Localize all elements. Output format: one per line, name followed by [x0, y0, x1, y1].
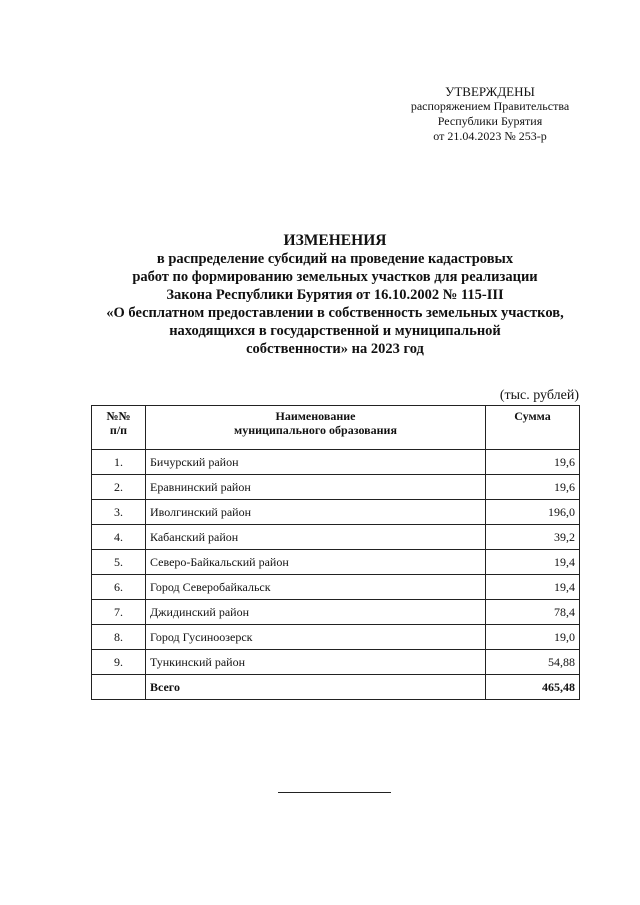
table-total-row	[92, 675, 580, 700]
total-label: Всего	[146, 675, 486, 700]
table-row	[92, 550, 580, 575]
header-sum: Сумма	[486, 406, 580, 450]
row-number: 8.	[92, 625, 146, 650]
row-name: Еравнинский район	[146, 475, 486, 500]
table-row	[92, 650, 580, 675]
row-name: Северо-Байкальский район	[146, 550, 486, 575]
table-row	[92, 525, 580, 550]
row-sum: 196,0	[486, 500, 580, 525]
subsidy-table	[91, 405, 580, 700]
table-header-row	[92, 406, 580, 450]
row-name: Город Гусиноозерск	[146, 625, 486, 650]
row-sum: 54,88	[486, 650, 580, 675]
total-number-cell	[92, 675, 146, 700]
row-number: 7.	[92, 600, 146, 625]
approval-stamp	[380, 84, 600, 144]
row-number: 5.	[92, 550, 146, 575]
row-name: Тункинский район	[146, 650, 486, 675]
header-number	[92, 406, 146, 450]
title-line-2: работ по формированию земельных участков для реализации	[132, 269, 538, 285]
table-row	[92, 475, 580, 500]
approval-heading: УТВЕРЖДЕНЫ	[445, 84, 535, 99]
row-sum: 19,4	[486, 575, 580, 600]
row-number: 6.	[92, 575, 146, 600]
header-number-line-1: №№	[106, 409, 131, 423]
table-row	[92, 575, 580, 600]
end-divider	[278, 792, 391, 793]
row-sum: 39,2	[486, 525, 580, 550]
title-line-3: Закона Республики Бурятия от 16.10.2002 № 115-III	[166, 287, 504, 303]
total-sum: 465,48	[486, 675, 580, 700]
row-number: 1.	[92, 450, 146, 475]
row-name: Джидинский район	[146, 600, 486, 625]
title-line-4: «О бесплатном предоставлении в собственность земельных участков,	[106, 305, 564, 321]
title-main: ИЗМЕНЕНИЯ	[283, 232, 387, 249]
row-name: Бичурский район	[146, 450, 486, 475]
table-row	[92, 450, 580, 475]
row-name: Город Северобайкальск	[146, 575, 486, 600]
row-sum: 19,6	[486, 450, 580, 475]
row-sum: 78,4	[486, 600, 580, 625]
row-name: Кабанский район	[146, 525, 486, 550]
document-title	[70, 232, 600, 358]
table-row	[92, 500, 580, 525]
table-row	[92, 625, 580, 650]
units-label: (тыс. рублей)	[499, 388, 579, 403]
row-sum: 19,6	[486, 475, 580, 500]
header-name	[146, 406, 486, 450]
approval-line-3: от 21.04.2023 № 253-р	[433, 129, 547, 143]
row-name: Иволгинский район	[146, 500, 486, 525]
approval-line-2: Республики Бурятия	[437, 114, 543, 128]
row-sum: 19,4	[486, 550, 580, 575]
row-number: 4.	[92, 525, 146, 550]
title-line-6: собственности» на 2023 год	[246, 341, 424, 357]
title-line-1: в распределение субсидий на проведение кадастровых	[156, 251, 514, 267]
header-name-line-2: муниципального образования	[234, 423, 397, 437]
header-name-line-1: Наименование	[275, 409, 356, 423]
approval-line-1: распоряжением Правительства	[410, 99, 570, 113]
row-number: 2.	[92, 475, 146, 500]
row-number: 9.	[92, 650, 146, 675]
header-number-line-2: п/п	[109, 423, 128, 437]
table-row	[92, 600, 580, 625]
row-sum: 19,0	[486, 625, 580, 650]
title-line-5: находящихся в государственной и муниципальной	[169, 323, 501, 339]
row-number: 3.	[92, 500, 146, 525]
